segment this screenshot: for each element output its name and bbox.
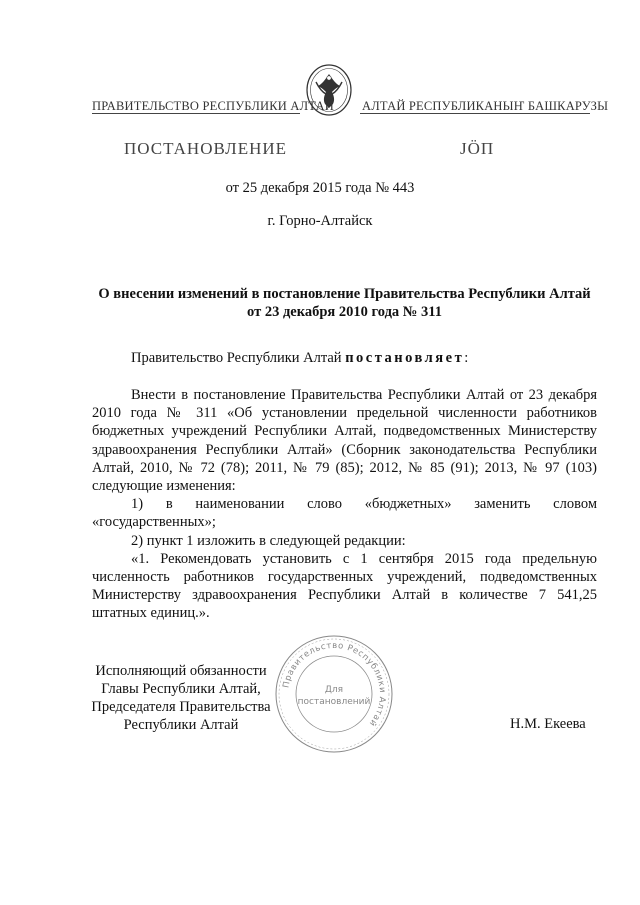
signatory-position-line: Республики Алтай xyxy=(123,717,239,733)
paragraph: «1. Рекомендовать установить с 1 сентября 2015 года предельную численность работников государственных учреждений, подведомственных Министерству здравоохранения Республики Алтай в количестве 7 541,25 штатных единиц.». xyxy=(92,550,597,622)
paragraph: Внести в постановление Правительства Республики Алтай от 23 декабря 2010 года № 311 «Об установлении предельной численности работников бюджетных учреждений Республики Алтай, подведомственных Министерству здравоохранения Республики Алтай» (Сборник законодательства Республики Алтай, 2010, № 72 (78); 2011, № 79 (85); 2012, № 85 (91); 2013, № 97 (103) следующие изменения: xyxy=(92,387,597,495)
paragraph: 2) пункт 1 изложить в следующей редакции: xyxy=(131,532,406,549)
paragraph: 1) в наименовании слово «бюджетных» заменить словом «государственных»; xyxy=(92,496,597,531)
preamble-text: Правительство Республики Алтай xyxy=(131,350,342,366)
document-title: О внесении изменений в постановление Правительства Республики Алтай от 23 декабря 2010 года № 311 xyxy=(98,286,591,320)
document-date: от 25 декабря 2015 года № 443 xyxy=(225,180,415,196)
header-rule-left xyxy=(92,113,300,114)
stamp-center-line: Для xyxy=(324,685,344,695)
government-name-ru: ПРАВИТЕЛЬСТВО РЕСПУБЛИКИ АЛТАЙ xyxy=(92,99,334,113)
preamble-verb: постановляет xyxy=(345,350,465,366)
document-body xyxy=(92,386,597,623)
preamble-colon: : xyxy=(464,350,469,366)
signatory-position-line: Главы Республики Алтай, xyxy=(101,681,261,697)
document-type-ru: ПОСТАНОВЛЕНИЕ xyxy=(124,139,288,158)
stamp-ring-text: Правительство Республики Алтай xyxy=(281,640,388,729)
signatory-position-line: Председателя Правительства xyxy=(91,699,271,715)
government-name-alt: АЛТАЙ РЕСПУБЛИКАНЫҤ БАШКАРУЗЫ xyxy=(362,99,609,113)
signatory-name: Н.М. Екеева xyxy=(510,716,586,732)
signatory-position-line: Исполняющий обязанности xyxy=(95,663,267,679)
header-rule-right xyxy=(360,113,590,114)
stamp-center-line: постановлений xyxy=(297,697,371,707)
signatory-position xyxy=(90,662,272,734)
document-type-alt: ЈӦП xyxy=(460,139,495,158)
official-stamp xyxy=(272,632,396,756)
document-city: г. Горно-Алтайск xyxy=(267,213,373,229)
preamble xyxy=(131,350,468,367)
